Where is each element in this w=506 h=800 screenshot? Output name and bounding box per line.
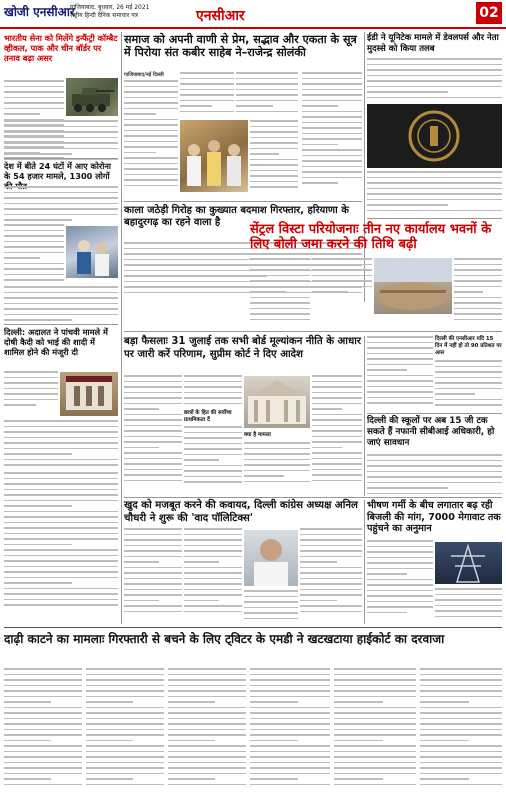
court-body-col4 xyxy=(312,375,362,493)
parents-body-col2 xyxy=(435,360,502,412)
ed-headline: ईडी ने यूनिटेक मामले में डेवलपर्स और नेता मुदस्से को किया तलब xyxy=(367,33,499,54)
portrait-illustration xyxy=(244,530,298,586)
school-body xyxy=(367,454,502,496)
delhi-hc-body-2 xyxy=(4,420,118,472)
delhi-hc-body-3 xyxy=(4,472,118,622)
masthead xyxy=(0,0,506,30)
congress-body-col2 xyxy=(184,528,242,624)
bottom-body-col6 xyxy=(420,668,502,798)
central-vista-body-col2 xyxy=(312,258,372,298)
brand-name: खोजी एनसीआर xyxy=(4,5,75,19)
parliament-illustration xyxy=(374,258,452,314)
power-body-col2 xyxy=(435,588,502,624)
delhi-hc-headline: दिल्ली: अदालत ने पांचवी मामले में दोषी कैदी को भाई की शादी में शामिल होने की मंजूरी दी xyxy=(4,327,108,357)
ed-body-2 xyxy=(367,171,502,217)
central-vista-headline: सेंट्रल विस्टा परियोजनाः तीन नए कार्यालय भवनों के लिए बोली जमा करने की तिथि बढ़ी xyxy=(250,222,492,252)
kabir-body-col3b xyxy=(250,120,298,198)
ed-body xyxy=(367,58,502,106)
congress-headline: खुद को मजबूत करने की कवायद, दिल्ली कांग्रेस अध्यक्ष अनिल चौधरी ने शुरू की 'वाद पॉलिटिक्स' xyxy=(124,500,358,524)
congress-body-col4 xyxy=(300,528,362,624)
covid-body xyxy=(4,186,118,224)
kabir-headline: समाज को अपनी वाणी से प्रेम, सद्भाव और एकता के सूत्र में पिरोया संत कबीर साहेब ने–राजेन्द्र सोलंकी xyxy=(124,33,357,59)
page-number: 02 xyxy=(476,2,502,24)
court-headline: बड़ा फैसलाः 31 जुलाई तक सभी बोर्ड मूल्यांकन नीति के आधार पर जारी करें परिणाम, सुप्रीम कोर्ट ने दिए आदेश xyxy=(124,336,362,360)
central-vista-photo xyxy=(374,258,452,314)
supreme-court-illustration xyxy=(244,376,310,428)
army-headline: भारतीय सेना को मिलेंगे इन्फैंट्री कॉम्बैट व्हीकल, पाक और चीन बॉर्डर पर तनाव बढ़ा असर xyxy=(4,33,118,63)
ed-emblem xyxy=(367,104,502,168)
kabir-event-photo xyxy=(180,120,248,192)
power-tower-photo xyxy=(435,542,502,584)
army-body-2 xyxy=(4,120,118,160)
court-body-col1 xyxy=(124,375,182,493)
covid-photo-illustration xyxy=(66,226,118,278)
bottom-headline: दाढ़ी काटने का मामलाः गिरफ्तारी से बचने के लिए ट्विटर के एमडी ने खटखटाया हाईकोर्ट का दरवाजा xyxy=(4,632,445,646)
army-vehicle-photo xyxy=(66,78,118,116)
anil-chaudhary-photo xyxy=(244,530,298,586)
parents-headline: दिल्ली की एनसीआर यदि 15 दिन में नहीं हो तो 90 प्रतिशत पर आस xyxy=(435,336,502,356)
covid-headline: देश में बीते 24 घंटों में आए कोरोना के 54 हजार मामले, 1300 लोगों xyxy=(4,161,112,181)
ed-logo-photo xyxy=(367,104,502,168)
kabir-body-col4 xyxy=(302,72,362,198)
bottom-body-col2 xyxy=(86,668,164,798)
covid-body-2 xyxy=(4,224,64,284)
central-vista-body-col3 xyxy=(454,258,502,328)
masthead-meta xyxy=(70,4,149,20)
court-subhead: क्या है मामला xyxy=(244,432,271,438)
supreme-court-photo xyxy=(244,376,310,428)
kabir-event-illustration xyxy=(180,120,248,192)
school-headline: दिल्ली की स्कूलों पर अब 15 जी टक सकते हैं नफानी सीबीआई अधिकारी, हो जाएं सावधान xyxy=(367,416,495,448)
congress-body-col3 xyxy=(244,590,298,624)
congress-body-col1 xyxy=(124,528,182,624)
kabir-body-col1 xyxy=(124,80,178,198)
covid-body-3 xyxy=(4,286,118,324)
kabir-body-col2 xyxy=(180,72,234,118)
masthead-date: गाजियाबाद, बुधवार, 26 मई 2021 xyxy=(70,4,150,11)
court-body-col2 xyxy=(184,375,242,409)
kabir-dateline: गाजियाबाद/नई दिल्ली xyxy=(124,72,164,78)
kabir-body-col3 xyxy=(236,72,298,118)
court-box-headline: छात्रों के हित की सर्वोच्च प्राथमिकता दें xyxy=(184,410,232,423)
power-body-col1 xyxy=(367,540,433,624)
masthead-rule xyxy=(0,27,506,29)
masthead-tagline: राष्ट्रीय हिन्दी दैनिक समाचार पत्र xyxy=(70,12,138,19)
high-court-photo xyxy=(60,372,118,416)
central-vista-body-col1 xyxy=(250,258,310,328)
delhi-hc-body xyxy=(4,371,58,411)
gangster-headline: काला जठेड़ी गिरोह का कुख्यात बदमाश गिरफ्तार, हरियाणा के बहादुरगढ़ का रहने वाला है xyxy=(124,205,349,228)
court-body-col3 xyxy=(244,442,310,492)
power-tower-illustration xyxy=(435,542,502,584)
parents-body-col1 xyxy=(367,336,433,412)
court-body-col2b xyxy=(184,426,242,492)
high-court-illustration xyxy=(60,372,118,416)
bottom-body-col5 xyxy=(334,668,416,798)
section-title: एनसीआर xyxy=(196,8,245,24)
covid-photo xyxy=(66,226,118,278)
bottom-body-col4 xyxy=(250,668,330,798)
bottom-body-col1 xyxy=(4,668,82,798)
power-headline: भीषण गर्मी के बीच लगातार बढ़ रही बिजली की मांग, 7000 मेगावाट तक पहुंचने का अनुमान xyxy=(367,500,501,534)
bottom-body-col3 xyxy=(168,668,246,798)
army-vehicle-illustration xyxy=(66,78,118,116)
